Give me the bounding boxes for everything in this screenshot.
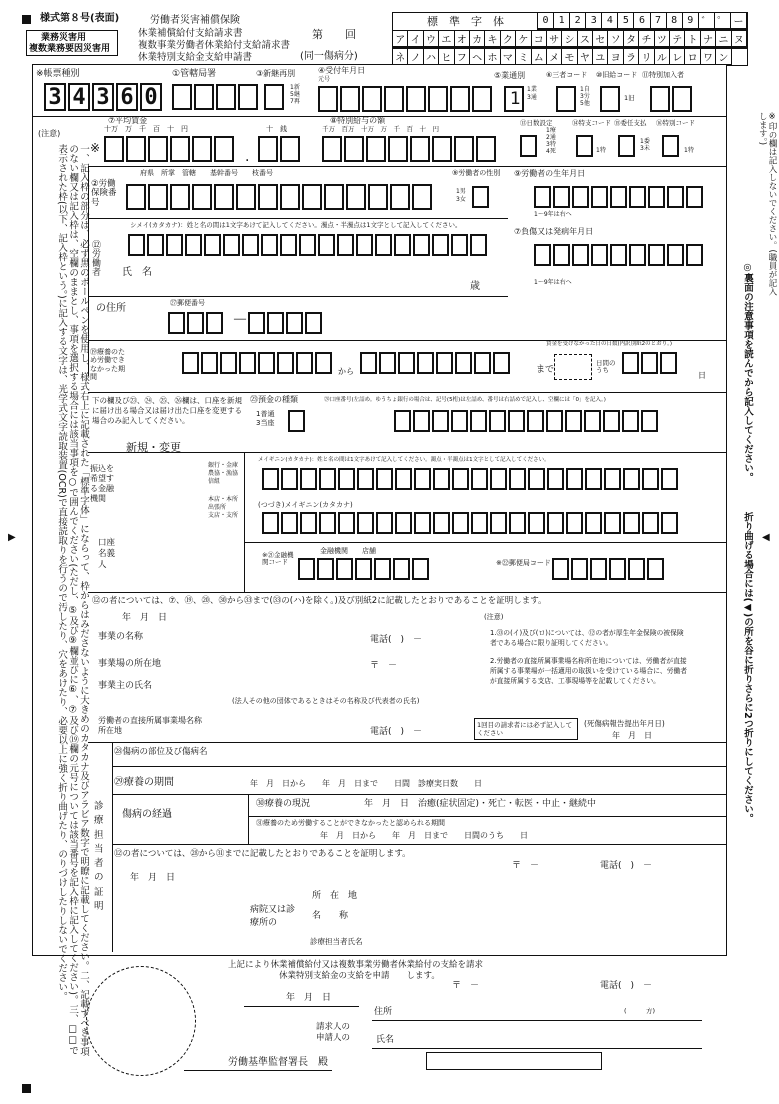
kind-label: ⑤業通別 (494, 71, 526, 80)
stamp-circle (86, 966, 196, 1076)
worker-side-label: ⑫労働者 (92, 241, 102, 278)
special-code-label: ⑭特支コード (572, 119, 611, 127)
deposit-options: 1普通 3当座 (256, 410, 275, 428)
day-unit: 日 (698, 371, 706, 380)
standard-kana: レ (670, 49, 685, 65)
gender-options: 1男 3女 (456, 188, 466, 203)
name-label: 氏 名 (122, 267, 152, 278)
fin-code-cells[interactable] (298, 558, 429, 580)
claim-text: 上記により休業補償給付又は複数事業労働者休業給付の支給を請求 休業特別支給金の支給を申請 します。 (228, 960, 484, 982)
commission-cell[interactable] (618, 135, 635, 157)
holder-kana-row1[interactable] (262, 468, 678, 490)
fin-code-label: ※㉑金融機関コード (262, 551, 294, 566)
reissue-options: 1新 5継 7再 (290, 84, 300, 106)
standard-kana: ホ (485, 49, 500, 65)
transfer-label: 振込を希望する金融機関 (90, 464, 114, 503)
divider (88, 452, 727, 453)
postal-code-cells-2[interactable] (248, 312, 322, 334)
era-label: 元号 (318, 76, 331, 83)
standard-digit: 6 (634, 13, 650, 29)
standard-digit: ゜ (715, 13, 731, 29)
standard-digit: 5 (618, 13, 634, 29)
owner-note: (法人その他の団体であるときはその名称及び代表者の氏名) (232, 697, 420, 705)
standard-kana: エ (439, 31, 454, 47)
standard-digit: 4 (602, 13, 618, 29)
reissue-cell[interactable] (264, 84, 284, 110)
avg-wage-units: 十万 万 千 百 十 円 (104, 125, 188, 133)
standard-kana: コ (532, 31, 547, 47)
claim-name-label: 氏名 (376, 1035, 395, 1045)
note2: 2.労働者の直接所属事業場名称所在地については、労働者が直接所属する事業場が一括適用の取扱いを受けている場合に、労働者が直接所属する支店、工事現場等を記載してください。 (490, 657, 688, 686)
days-total-box (554, 354, 592, 380)
standard-kana: ツ (655, 31, 670, 47)
location-label: 事業場の所在地 (98, 659, 162, 669)
standard-kana: マ (501, 49, 516, 65)
reissue-label: ③新継再別 (256, 69, 296, 78)
course-label: 傷病の経過 (122, 809, 172, 820)
divider (112, 844, 727, 845)
period-from-cells[interactable] (182, 352, 332, 374)
old-code-option: 1旧 (624, 94, 635, 102)
standard-kana: ハ (424, 49, 439, 65)
standard-kana: ロ (685, 49, 700, 65)
deposit-cell[interactable] (288, 410, 305, 432)
divider (112, 766, 727, 767)
right-note-3: 折り曲げる場合には(◀)の所を谷に折りさらに2つ折りにしてください。 (742, 512, 753, 824)
standard-kana: セ (593, 31, 608, 47)
age-label: 歳 (470, 281, 480, 292)
holder-label: 口座名義人 (98, 538, 116, 571)
day-set-options: 1療 2通 3特 4死 (546, 127, 556, 155)
unable-text: 年 月 日から 年 月 日まで 日間のうち 日 (320, 831, 528, 840)
receipt-date-cells[interactable] (318, 86, 492, 112)
left-notes: 一、記入枠の部分は、必ず黒のボールペンを使用し、様式右上に記載された「標準字体」にならって、枠からはみださないように大きめのカタカナ及びアラビア数字で明瞭に記載してください。二、記載すべき事項のない欄又は記入枠は、空欄のままとし、事項を選択する場合には該当事項を○で囲んでください(ただし、⑤及び⑨欄並びに⑥、⑦及び⑲欄の元号については該当番号を記入枠に記入してください)。三、□□で表示された枠(以下、記入枠という。)に記入する文字は、光学式文字読取装置(OCR)で直接読取りを行うので汚したり、穴をあけたり、必要以上に強く折り曲げたり、のりづけしたりしないでください。 (56, 144, 89, 1056)
period-from: から (338, 367, 354, 376)
corner-mark-top-left (22, 15, 31, 24)
unable-label: ㉛療養のため労働することができなかったと認められる期間 (256, 819, 445, 827)
special-code2-label: ⑯特別コード (656, 119, 695, 127)
death-report-label: (死傷病報告提出年月日) (584, 719, 665, 728)
fin-branch-label: 金融機関 店舗 (320, 547, 376, 555)
standard-kana: テ (670, 31, 685, 47)
standard-kana: キ (485, 31, 500, 47)
standard-kana: ト (685, 31, 700, 47)
postal-dash: － (232, 310, 249, 329)
standard-digit: ー (731, 13, 747, 29)
standard-kana-row1 (392, 30, 748, 48)
divider (88, 742, 727, 743)
standard-digit: 7 (651, 13, 667, 29)
standard-kana: カ (470, 31, 485, 47)
employer-cert: ⑫の者については、⑦、⑲、⑳、㉚から㉝まで(㉝の(ハ)を除く。)及び別紙2に記載したとおりであることを証明します。 (92, 596, 547, 606)
office-cells[interactable] (172, 84, 258, 110)
special-code2-option: 1特 (684, 147, 694, 154)
claim-address-label: 住所 (374, 1007, 393, 1017)
birthdate-cells[interactable] (534, 186, 703, 208)
standard-kana: モ (562, 49, 577, 65)
standard-kana: シ (562, 31, 577, 47)
first-claim-box (474, 718, 578, 740)
title-count: 第 回 (312, 28, 356, 41)
standard-kana: ナ (701, 31, 716, 47)
right-note-1: ※印の欄は記入しないでください。(職員が記入します。) (757, 112, 777, 296)
title-suffix: (同一傷病分) (300, 51, 358, 62)
category-box (26, 30, 118, 56)
employer-date: 年 月 日 (122, 613, 168, 623)
claimant-label: 請求人の 申請人の (316, 1022, 351, 1044)
period-label: ⑲療養のため労働できなかった期間 (90, 348, 125, 382)
title-line4: 休業特別支給金支給申請書 (138, 52, 253, 63)
unpaid-days-cells[interactable] (622, 352, 677, 374)
standard-kana: ケ (516, 31, 531, 47)
standard-digit: 1 (554, 13, 570, 29)
office-label: ①管轄局署 (172, 69, 217, 79)
standard-digit: 3 (586, 13, 602, 29)
claim-kata: ( 方) (624, 1007, 656, 1015)
status-label: ㉚療養の現況 (256, 799, 311, 809)
medical-postal: 〒 － (512, 861, 540, 871)
holder-kana-row2[interactable] (262, 512, 678, 534)
standard-kana: オ (455, 31, 470, 47)
holder-kana-note2: (つづき)メイギニン(カタカナ) (258, 501, 353, 509)
fold-mark-right: ◀ (762, 532, 770, 543)
injury-date-label: ⑦負傷又は発病年月日 (514, 227, 594, 236)
standard-kana: ル (655, 49, 670, 65)
standard-digit: 2 (570, 13, 586, 29)
standard-kana: ヨ (608, 49, 623, 65)
divider (244, 452, 245, 592)
fold-mark-left: ▶ (8, 532, 16, 543)
hospital-name: 名 称 (312, 911, 349, 921)
days-label: 日間のうち (596, 359, 616, 374)
standard-kana: ア (393, 31, 408, 47)
standard-kana: ソ (608, 31, 623, 47)
divider (88, 166, 727, 167)
branch-kind: 本店・本所 出張所 支店・支所 (208, 496, 239, 519)
medical-phone: 電話( ) － (600, 861, 653, 871)
divider (88, 592, 727, 593)
claim-phone: 電話( ) － (600, 981, 653, 991)
deposit-label: ㉓預金の種類 (250, 395, 298, 404)
special-wage-label: ⑧特別給与の額 (330, 116, 386, 125)
address-label: の住所 (96, 303, 126, 314)
standard-kana: ヤ (578, 49, 593, 65)
business-phone: 電話( ) － (370, 635, 423, 645)
kind-options: 1業 3通 (527, 86, 537, 101)
standard-kana: リ (639, 49, 654, 65)
ledger-digit: 6 (116, 83, 138, 111)
standard-digits-row (537, 12, 748, 30)
standard-kana: ミ (516, 49, 531, 65)
divider (244, 542, 727, 543)
special-code-cell[interactable] (576, 135, 593, 157)
note1: 1.㉝の(イ)及び(ロ)については、⑫の者が厚生年金保険の被保険者である場合に限り証明してください。 (490, 629, 684, 648)
standard-kana: タ (624, 31, 639, 47)
bank-note: 下の欄及び㉓、㉔、㉕、㉖欄は、口座を新規に届け出る場合又は届け出た口座を変更する場合のみ記入してください。 (92, 396, 242, 425)
injury-era-note: 1〜9年は右へ (534, 279, 572, 286)
bank-kind: 銀行・金庫 農協・漁協 信組 (208, 462, 239, 485)
ledger-type-label: ※帳票種別 (36, 69, 80, 79)
avg-wage-sen-cells[interactable] (258, 136, 300, 162)
insurance-number-cells[interactable] (126, 184, 432, 210)
avg-wage-sen: 十 銭 (266, 125, 287, 133)
direct-office-phone: 電話( ) － (370, 727, 423, 737)
standard-kana: ユ (593, 49, 608, 65)
standard-digit: 0 (538, 13, 554, 29)
divider (88, 392, 727, 393)
kana-note: シメイ(カタカナ)：姓と名の間は1文字あけて記入してください。濁点・半濁点は1文字として記入してください。 (130, 221, 462, 229)
special-wage-units: 千万 百万 十万 万 千 百 十 円 (322, 125, 439, 133)
medical-date: 年 月 日 (130, 873, 176, 883)
standard-kana: メ (547, 49, 562, 65)
left-note-title: (注意) (38, 129, 61, 138)
divider (372, 1020, 702, 1021)
standard-kana: フ (455, 49, 470, 65)
not-filled-mark: ※ (90, 141, 101, 155)
day-set-label: ⑬日数設定 (520, 119, 553, 127)
right-note-2: ◎裏面の注意事項を読んでから記入してください。 (742, 262, 753, 482)
kind-cell[interactable] (504, 86, 524, 112)
divider (88, 218, 508, 219)
post-code-cells[interactable] (552, 558, 664, 580)
standard-digit: 9 (683, 13, 699, 29)
owner-label: 事業主の氏名 (98, 681, 153, 691)
standard-kana: ウ (424, 31, 439, 47)
post-code-label: ※㉒郵便局コード (496, 559, 551, 567)
old-code-cell[interactable] (600, 86, 620, 112)
standard-kana: ネ (393, 49, 408, 65)
decimal-point: . (245, 149, 250, 165)
standard-kana: サ (547, 31, 562, 47)
title-line2: 休業補償給付支給請求書 (138, 28, 243, 39)
new-change: 新規・変更 (126, 441, 181, 454)
divider (112, 742, 113, 952)
avg-wage-label: ⑦平均賃金 (108, 116, 148, 125)
gender-label: ⑨労働者の性別 (452, 169, 501, 177)
injury-date-cells[interactable] (534, 244, 703, 266)
receipt-date-label: ④受付年月日 (318, 66, 366, 75)
divider (112, 794, 727, 795)
direct-office: 労働者の直接所属事業場名称所在地 (98, 716, 202, 736)
birth-era-note: 1〜9年は右へ (534, 211, 572, 218)
labor-office: 労働基準監督署長 殿 (228, 1057, 328, 1068)
standard-kana: ヒ (439, 49, 454, 65)
account-label: ㉔口座番号(左詰め。ゆうちょ銀行の場合は、記号(5桁)は左詰め、番号は右詰めで記入し、空欄には「0」を記入。) (324, 397, 606, 403)
standard-kana: ラ (624, 49, 639, 65)
avg-wage-cells[interactable] (104, 136, 234, 162)
status-text: 年 月 日 治癒(症状固定)・死亡・転医・中止・継続中 (364, 799, 597, 809)
standard-kana: ス (578, 31, 593, 47)
standard-kana: ノ (408, 49, 423, 65)
period-to-cells[interactable] (360, 352, 510, 374)
medical-cert: ⑫の者については、㉘から㉛までに記載したとおりであることを証明します。 (114, 849, 411, 859)
gender-cell[interactable] (472, 186, 489, 208)
kana-name-row1[interactable] (128, 234, 487, 256)
third-party-cell[interactable] (556, 86, 576, 112)
standard-kana: ン (716, 49, 731, 65)
birthdate-label: ⑨労働者の生年月日 (514, 169, 586, 178)
first-claim-note: 1回目の請求者には必ず記入してください (477, 721, 573, 738)
corner-mark-bottom-left (22, 1084, 31, 1093)
standard-chars-label: 標 準 字 体 (427, 15, 504, 28)
category-line1: 業務災害用 (41, 33, 87, 43)
commission-label: ⑮委任支払 (614, 119, 647, 127)
standard-kana: チ (639, 31, 654, 47)
divider (248, 816, 727, 817)
doctor-name: 診療担当者氏名 (310, 937, 363, 946)
death-report-date: 年 月 日 (612, 731, 652, 740)
standard-kana: ク (501, 31, 516, 47)
special-member-cells[interactable] (650, 86, 692, 112)
injury-part-label: ㉘傷病の部位及び傷病名 (114, 747, 208, 757)
divider (88, 296, 508, 297)
category-line2: 複数業務要因災害用 (29, 44, 111, 54)
commission-options: 1委 3未 (640, 138, 650, 153)
standard-kana: ヘ (470, 49, 485, 65)
treatment-period-label: ㉙療養の期間 (114, 777, 174, 788)
divider (248, 794, 249, 844)
ledger-digit: 3 (44, 83, 66, 111)
ledger-digit: 0 (140, 83, 162, 111)
holder-kana-note: メイギニン(カタカナ)：姓と名の間は1文字あけて記入してください。濁点・半濁点は1文字として記入してください。 (258, 457, 550, 463)
period-to: まで (536, 365, 555, 375)
standard-kana: ヌ (732, 31, 747, 47)
claim-date: 年 月 日 (286, 993, 332, 1003)
title-line1: 労働者災害補償保険 (150, 15, 240, 26)
special-code-option: 1特 (596, 147, 606, 154)
notes-title: (注意) (484, 613, 504, 621)
hospital-address: 所 在 地 (312, 891, 358, 901)
ledger-type-digits (44, 83, 164, 111)
special-wage-cells[interactable] (322, 136, 496, 162)
office-name-box[interactable] (426, 1052, 602, 1070)
old-code-label: ⑩旧給コード (596, 71, 638, 79)
third-party-label: ⑥三者コード (546, 71, 588, 79)
standard-digit: ゛ (699, 13, 715, 29)
standard-kana: イ (408, 31, 423, 47)
ledger-digit: 3 (92, 83, 114, 111)
special-code2-cell[interactable] (662, 135, 679, 157)
day-set-cell[interactable] (520, 135, 537, 157)
insurance-number-sub: 府県 所掌 管轄 基幹番号 枝番号 (140, 169, 273, 177)
treatment-period-text: 年 月 日から 年 月 日まで 日間 診療実日数 日 (250, 779, 482, 788)
divider (244, 1006, 359, 1007)
kind-value: 1 (510, 89, 521, 109)
business-name: 事業の名称 (98, 632, 144, 642)
form-code: 様式第８号(表面) (40, 13, 120, 24)
postal-label: ㉗郵便番号 (170, 299, 205, 307)
ledger-digit: 4 (68, 83, 90, 111)
divider (184, 1070, 332, 1071)
title-line3: 複数事業労働者休業給付支給請求書 (138, 40, 291, 51)
unpaid-note: 賃金を受けなかった日の日数(内訳別紙2のとおり。) (546, 341, 673, 347)
special-member-label: ⑪特別加入者 (642, 71, 684, 79)
account-number-cells[interactable] (394, 410, 658, 432)
hospital-label: 病院又は診療所の (250, 905, 296, 928)
standard-kana: ム (532, 49, 547, 65)
standard-digit: 8 (667, 13, 683, 29)
third-party-options: 1自 3労 5他 (580, 86, 590, 108)
divider (372, 1048, 702, 1049)
medical-side-label: 診療担当者の証明 (94, 801, 104, 912)
standard-kana: ワ (701, 49, 716, 65)
insurance-number-label: ②労働保険番号 (91, 179, 117, 208)
claim-postal: 〒 － (452, 981, 480, 991)
location-postal: 〒 － (370, 661, 398, 671)
standard-kana: ニ (716, 31, 731, 47)
postal-code-cells[interactable] (168, 312, 223, 334)
